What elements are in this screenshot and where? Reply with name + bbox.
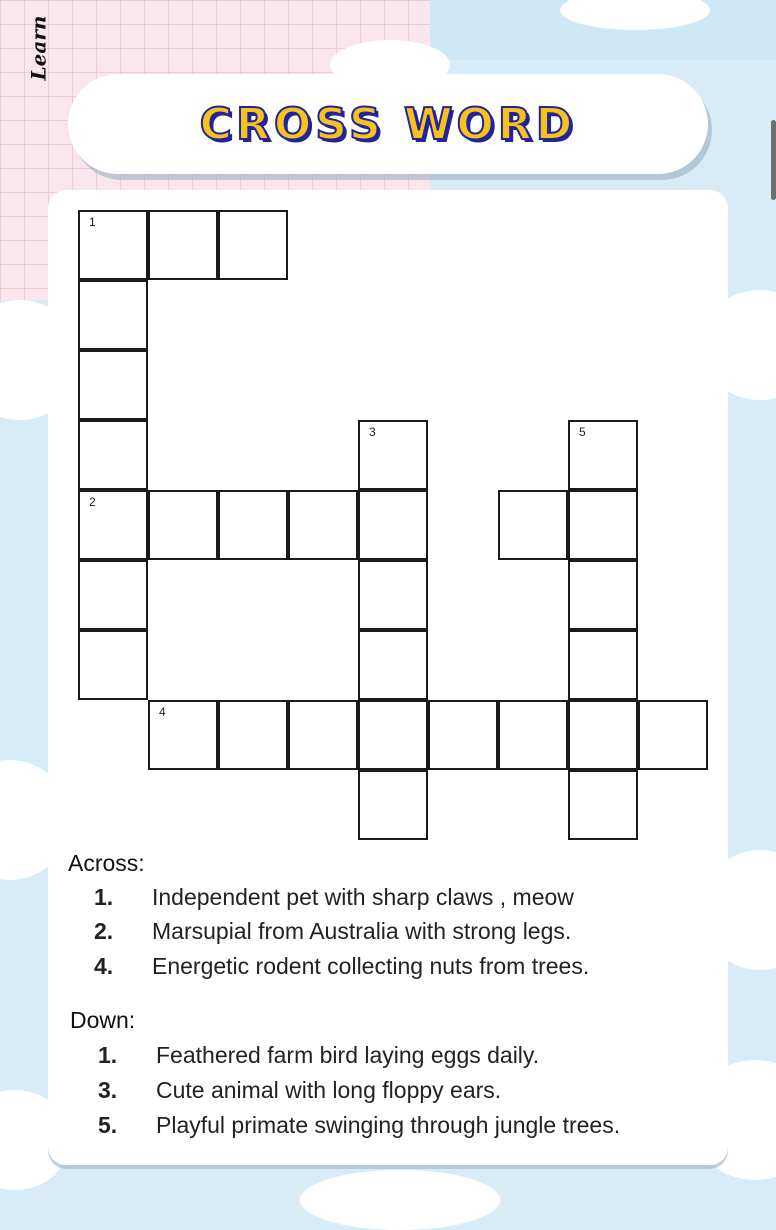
clue-text: Cute animal with long floppy ears. [156,1077,502,1103]
crossword-cell[interactable] [78,420,148,490]
clue-number: 1. [94,884,114,910]
clue-number: 3. [98,1077,118,1103]
crossword-cell[interactable] [568,490,638,560]
crossword-cell[interactable] [498,490,568,560]
crossword-cell[interactable] [498,700,568,770]
crossword-cell[interactable] [148,700,218,770]
crossword-cell[interactable] [78,490,148,560]
across-heading: Across: [68,850,145,876]
crossword-cell[interactable] [148,490,218,560]
crossword-cell[interactable] [78,280,148,350]
crossword-cell[interactable] [568,560,638,630]
page-title: CROSS WORD [199,98,577,150]
crossword-cell[interactable] [358,770,428,840]
crossword-cell[interactable] [148,210,218,280]
crossword-cell[interactable] [358,560,428,630]
crossword-cell[interactable] [428,700,498,770]
clue-text: Independent pet with sharp claws , meow [152,884,574,910]
cell-number: 4 [159,705,166,719]
brand-text: Learn [26,15,51,81]
crossword-cell[interactable] [358,420,428,490]
clue-number: 2. [94,918,114,944]
cloud-decoration [300,1170,500,1230]
crossword-cell[interactable] [288,700,358,770]
crossword-cell[interactable] [568,630,638,700]
clue-text: Marsupial from Australia with strong legs. [152,918,572,944]
crossword-cell[interactable] [78,630,148,700]
crossword-cell[interactable] [78,560,148,630]
cell-number: 3 [369,425,376,439]
crossword-cell[interactable] [78,210,148,280]
crossword-cell[interactable] [358,490,428,560]
clue-text: Playful primate swinging through jungle trees. [156,1112,621,1138]
clue-number: 1. [98,1042,118,1068]
cell-number: 1 [89,215,96,229]
clue-text: Energetic rodent collecting nuts from trees. [152,953,590,979]
down-heading: Down: [70,1007,136,1033]
cell-number: 2 [89,495,96,509]
cell-number: 5 [579,425,586,439]
crossword-cell[interactable] [218,700,288,770]
crossword-cell[interactable] [78,350,148,420]
crossword-cell[interactable] [568,420,638,490]
clue-text: Feathered farm bird laying eggs daily. [156,1042,540,1068]
crossword-cell[interactable] [218,490,288,560]
clue-number: 5. [98,1112,118,1138]
crossword-cell[interactable] [568,770,638,840]
crossword-cell[interactable] [358,700,428,770]
crossword-cell[interactable] [288,490,358,560]
crossword-cell[interactable] [568,700,638,770]
crossword-cell[interactable] [638,700,708,770]
clue-number: 4. [94,953,114,979]
crossword-cell[interactable] [218,210,288,280]
crossword-cell[interactable] [358,630,428,700]
